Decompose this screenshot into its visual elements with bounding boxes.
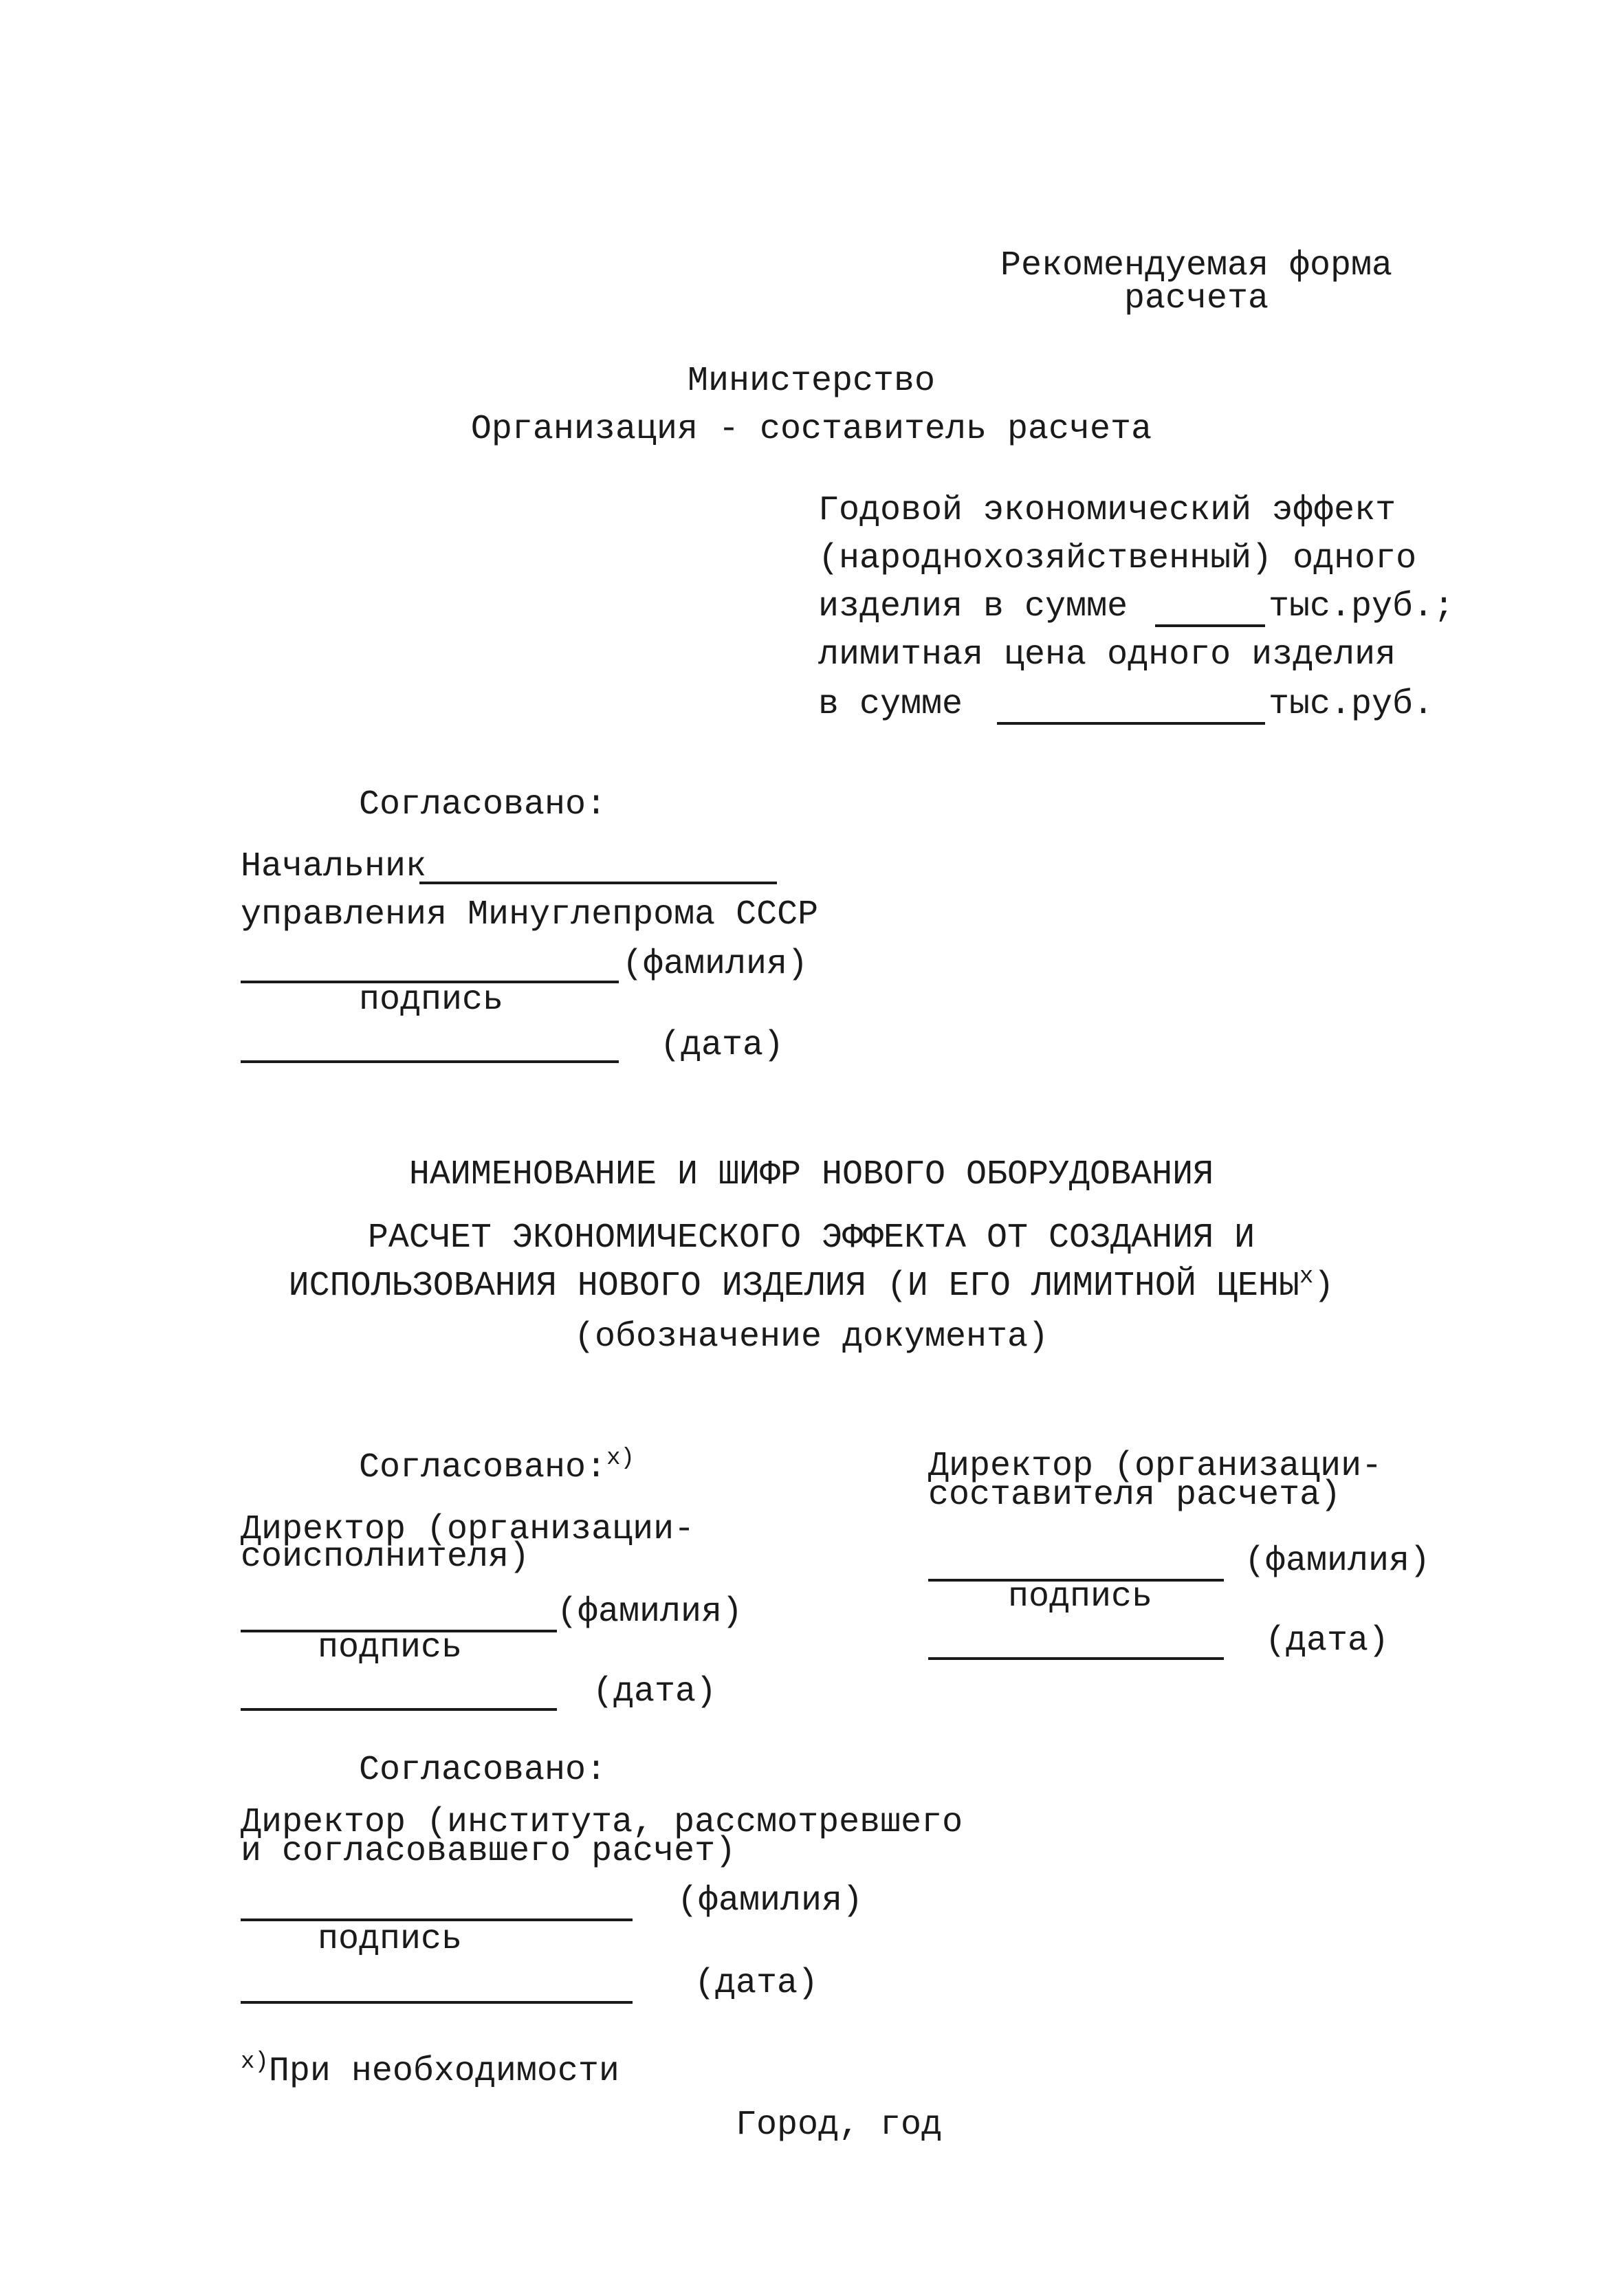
signature-label-3: подпись <box>1008 1577 1153 1617</box>
date-label-4: (дата) <box>694 1964 819 2003</box>
date-blank-1 <box>241 1060 619 1063</box>
approved-heading-1: Согласовано: <box>359 785 607 824</box>
effect-sum-blank <box>1155 624 1265 627</box>
head-name-blank <box>419 882 777 884</box>
coexecutor-director-line2: соисполнителя) <box>241 1538 530 1577</box>
surname-label-1: (фамилия) <box>622 945 809 984</box>
calculation-title-line2 <box>261 1264 1361 1306</box>
department-label: управления Минуглепрома СССР <box>241 895 819 934</box>
calculation-title-line1: РАСЧЕТ ЭКОНОМИЧЕСКОГО ЭФФЕКТА ОТ СОЗДАНИЯ И <box>367 1218 1255 1258</box>
date-blank-3 <box>928 1657 1224 1660</box>
date-label-3: (дата) <box>1265 1621 1390 1661</box>
footnote-mark: х <box>1299 1264 1314 1290</box>
effect-line4: лимитная цена одного изделия <box>818 635 1396 675</box>
organization-label: Организация - составитель расчета <box>470 410 1152 449</box>
footnote <box>241 2049 619 2091</box>
calculation-title-line2-end: ) <box>1313 1267 1335 1306</box>
author-director-line1: Директор (организации- <box>928 1447 1383 1486</box>
signature-label-4: подпись <box>318 1920 463 1959</box>
date-blank-4 <box>241 2001 633 2004</box>
effect-line5-suffix: тыс.руб. <box>1269 685 1434 724</box>
coexecutor-director-line1: Директор (организации- <box>241 1510 695 1549</box>
city-year: Город, год <box>735 2106 943 2145</box>
date-label-2: (дата) <box>593 1672 717 1712</box>
equipment-title: НАИМЕНОВАНИЕ И ШИФР НОВОГО ОБОРУДОВАНИЯ <box>408 1155 1214 1194</box>
price-sum-blank <box>997 722 1265 725</box>
document-designation: (обозначение документа) <box>573 1318 1049 1357</box>
approved-heading-2 <box>359 1445 635 1487</box>
signature-label-1: подпись <box>359 981 504 1020</box>
author-director-line2: составителя расчета) <box>928 1476 1341 1515</box>
surname-label-3: (фамилия) <box>1244 1542 1431 1581</box>
head-label: Начальник <box>241 847 427 886</box>
effect-line3-prefix: изделия в сумме <box>818 587 1128 626</box>
signature-label-2: подпись <box>318 1628 463 1668</box>
effect-line3-suffix: тыс.руб.; <box>1269 587 1455 626</box>
date-blank-2 <box>241 1708 557 1711</box>
footnote-text: При необходимости <box>268 2052 619 2091</box>
calculation-title-line2-text: ИСПОЛЬЗОВАНИЯ НОВОГО ИЗДЕЛИЯ (И ЕГО ЛИМИТНОЙ ЦЕНЫ <box>288 1267 1299 1306</box>
ministry-label: Министерство <box>687 362 936 401</box>
recommended-form-line1: Рекомендуемая форма <box>1000 246 1393 285</box>
recommended-form-line2: расчета <box>1123 279 1269 318</box>
surname-label-4: (фамилия) <box>677 1881 864 1921</box>
approved-heading-3: Согласовано: <box>359 1751 607 1790</box>
date-label-1: (дата) <box>660 1026 784 1065</box>
surname-label-2: (фамилия) <box>557 1593 743 1632</box>
approved-heading-2-mark: х) <box>606 1445 635 1472</box>
institute-director-line1: Директор (института, рассмотревшего <box>241 1803 963 1842</box>
institute-director-line2: и согласовавшего расчет) <box>241 1832 736 1871</box>
approved-heading-2-text: Согласовано: <box>359 1448 607 1487</box>
effect-line5-prefix: в сумме <box>818 685 963 724</box>
effect-line2: (народнохозяйственный) одного <box>818 539 1417 578</box>
footnote-marker: х) <box>241 2049 269 2075</box>
effect-line1: Годовой экономический эффект <box>818 491 1396 530</box>
